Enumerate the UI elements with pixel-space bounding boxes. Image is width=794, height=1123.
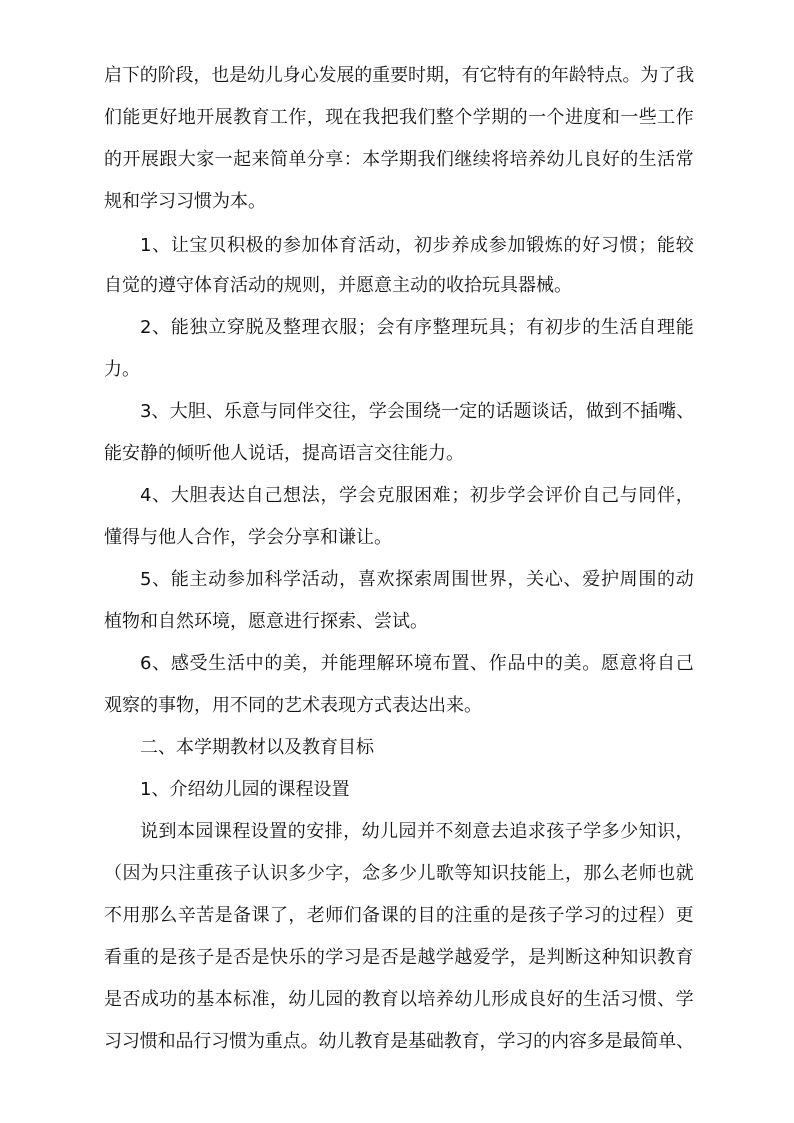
paragraph-line: （因为只注重孩子认识多少字，念多少儿歌等知识技能上，那么老师也就: [104, 863, 695, 884]
list-item-line: 植物和自然环境，愿意进行探索、尝试。: [104, 611, 428, 632]
paragraph-line: 规和学习习惯为本。: [104, 191, 266, 212]
list-item-line: 能安静的倾听他人说话，提高语言交往能力。: [104, 443, 464, 464]
section-heading: 二、本学期教材以及教育目标: [140, 737, 374, 758]
subsection-heading: 1、介绍幼儿园的课程设置: [140, 779, 350, 800]
list-item-line: 1、让宝贝积极的参加体育活动，初步养成参加锻炼的好习惯；能较: [140, 235, 695, 256]
list-item-line: 2、能独立穿脱及整理衣服；会有序整理玩具；有初步的生活自理能: [140, 317, 695, 338]
list-item-line: 观察的事物，用不同的艺术表现方式表达出来。: [104, 695, 482, 716]
paragraph-line: 是否成功的基本标准，幼儿园的教育以培养幼儿形成良好的生活习惯、学: [104, 989, 695, 1010]
list-item-line: 5、能主动参加科学活动，喜欢探索周围世界，关心、爱护周围的动: [140, 569, 695, 590]
paragraph-line: 说到本园课程设置的安排，幼儿园并不刻意去追求孩子学多少知识，: [140, 821, 695, 842]
list-item-line: 4、大胆表达自己想法，学会克服困难；初步学会评价自己与同伴，: [140, 485, 695, 506]
list-item-line: 懂得与他人合作，学会分享和谦让。: [104, 527, 392, 548]
paragraph-line: 看重的是孩子是否是快乐的学习是否是越学越爱学，是判断这种知识教育: [104, 947, 695, 968]
paragraph-line: 们能更好地开展教育工作，现在我把我们整个学期的一个进度和一些工作: [104, 107, 695, 128]
paragraph-line: 不用那么辛苦是备课了，老师们备课的目的注重的是孩子学习的过程）更: [104, 905, 695, 926]
list-item-line: 3、大胆、乐意与同伴交往，学会围绕一定的话题谈话，做到不插嘴、: [140, 401, 695, 422]
list-item-line: 6、感受生活中的美，并能理解环境布置、作品中的美。愿意将自己: [140, 653, 695, 674]
paragraph-line: 启下的阶段，也是幼儿身心发展的重要时期，有它特有的年龄特点。为了我: [104, 65, 695, 86]
paragraph-line: 的开展跟大家一起来简单分享：本学期我们继续将培养幼儿良好的生活常: [104, 149, 695, 170]
list-item-line: 力。: [104, 359, 140, 380]
paragraph-line: 习习惯和品行习惯为重点。幼儿教育是基础教育，学习的内容多是最简单、: [104, 1031, 695, 1052]
list-item-line: 自觉的遵守体育活动的规则，并愿意主动的收拾玩具器械。: [104, 275, 572, 296]
